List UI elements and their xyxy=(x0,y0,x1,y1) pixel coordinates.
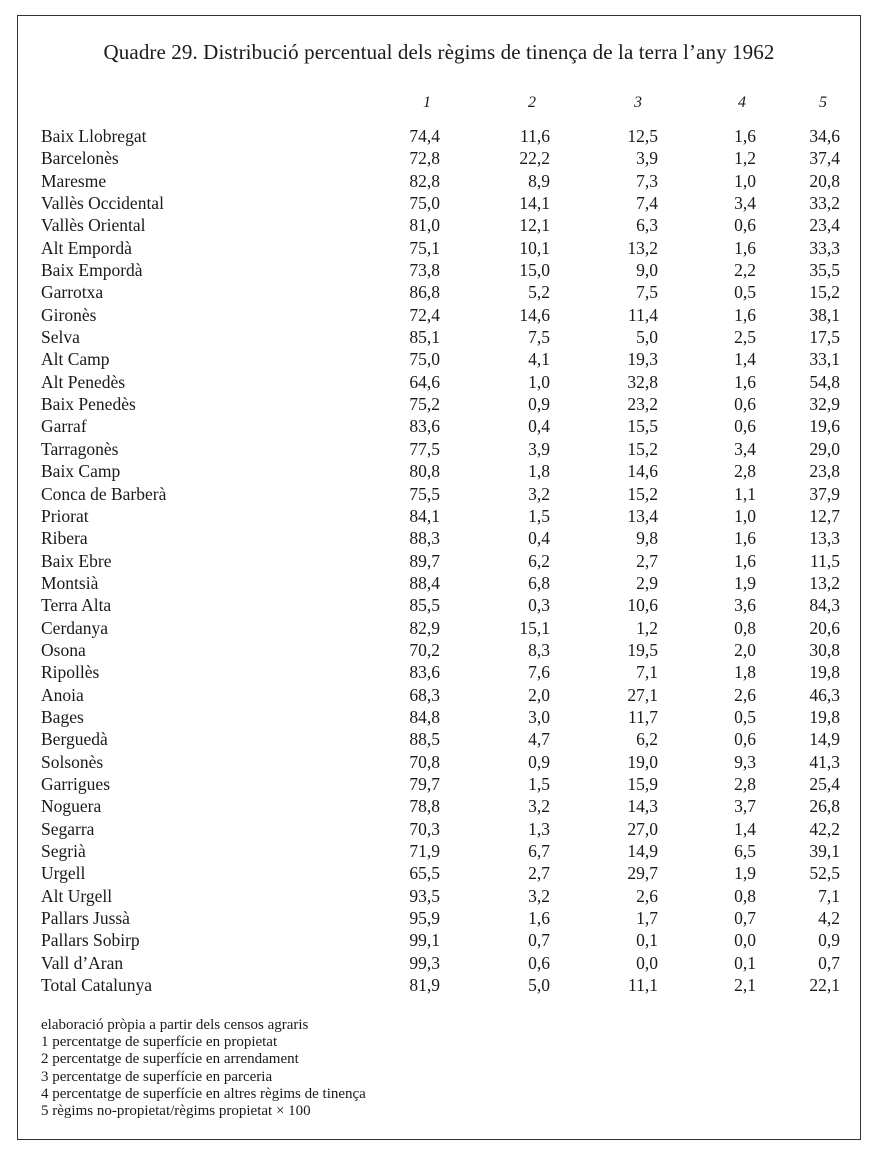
table-row xyxy=(18,929,860,951)
region-name: Selva xyxy=(41,327,80,348)
cell-c2: 0,7 xyxy=(528,930,550,951)
cell-c4: 0,5 xyxy=(734,282,756,303)
cell-c1: 72,8 xyxy=(409,148,440,169)
cell-c3: 19,5 xyxy=(627,639,658,660)
region-name: Barcelonès xyxy=(41,148,119,169)
cell-c5: 52,5 xyxy=(809,863,840,884)
cell-c2: 4,1 xyxy=(528,349,550,370)
cell-c5: 4,2 xyxy=(818,908,840,929)
cell-c1: 71,9 xyxy=(409,841,440,861)
cell-c1: 84,1 xyxy=(409,505,440,526)
table-row xyxy=(18,773,860,795)
cell-c1: 81,0 xyxy=(409,215,440,236)
cell-c5: 13,3 xyxy=(809,528,840,549)
cell-c3: 19,0 xyxy=(627,751,658,772)
cell-c1: 88,5 xyxy=(409,729,440,750)
cell-c1: 81,9 xyxy=(409,975,440,996)
table-row xyxy=(18,237,860,259)
table-row xyxy=(18,818,860,840)
cell-c4: 0,1 xyxy=(734,952,756,973)
cell-c3: 32,8 xyxy=(627,371,658,392)
cell-c4: 1,0 xyxy=(734,505,756,526)
cell-c3: 19,3 xyxy=(627,349,658,370)
cell-c3: 14,9 xyxy=(627,841,658,861)
cell-c2: 22,2 xyxy=(519,148,550,169)
cell-c3: 3,9 xyxy=(636,148,658,169)
cell-c1: 85,1 xyxy=(409,327,440,348)
cell-c4: 1,6 xyxy=(734,237,756,258)
region-name: Priorat xyxy=(41,505,89,526)
cell-c3: 9,0 xyxy=(636,260,658,281)
cell-c4: 0,7 xyxy=(734,908,756,929)
cell-c5: 0,9 xyxy=(818,930,840,951)
cell-c4: 0,5 xyxy=(734,706,756,727)
cell-c4: 3,7 xyxy=(734,796,756,817)
cell-c3: 11,7 xyxy=(628,706,658,727)
cell-c3: 14,6 xyxy=(627,461,658,482)
cell-c2: 11,6 xyxy=(520,126,550,146)
cell-c3: 15,5 xyxy=(627,416,658,437)
cell-c1: 75,0 xyxy=(409,349,440,370)
cell-c4: 3,4 xyxy=(734,438,756,459)
cell-c5: 23,4 xyxy=(809,215,840,236)
cell-c1: 70,2 xyxy=(409,639,440,660)
cell-c5: 29,0 xyxy=(809,438,840,459)
table-frame xyxy=(17,15,861,1140)
table-row xyxy=(18,840,860,862)
cell-c5: 30,8 xyxy=(809,639,840,660)
cell-c1: 70,8 xyxy=(409,751,440,772)
cell-c2: 3,0 xyxy=(528,706,550,727)
cell-c3: 7,1 xyxy=(636,662,658,683)
cell-c2: 6,7 xyxy=(528,841,550,861)
cell-c1: 74,4 xyxy=(409,126,440,146)
cell-c4: 0,6 xyxy=(734,729,756,750)
table-row xyxy=(18,371,860,393)
cell-c1: 99,3 xyxy=(409,952,440,973)
cell-c1: 64,6 xyxy=(409,371,440,392)
region-name: Alt Camp xyxy=(41,349,110,370)
cell-c2: 1,8 xyxy=(528,461,550,482)
cell-c2: 3,2 xyxy=(528,483,550,504)
cell-c3: 15,2 xyxy=(627,438,658,459)
region-name: Garraf xyxy=(41,416,87,437)
cell-c5: 33,2 xyxy=(809,193,840,214)
column-number-3: 3 xyxy=(634,94,642,111)
region-name: Anoia xyxy=(41,684,84,705)
cell-c4: 1,2 xyxy=(734,148,756,169)
cell-c2: 0,9 xyxy=(528,394,550,415)
cell-c1: 89,7 xyxy=(409,550,440,571)
cell-c3: 11,1 xyxy=(628,975,658,996)
region-name: Gironès xyxy=(41,304,97,325)
cell-c2: 7,5 xyxy=(528,327,550,348)
cell-c5: 39,1 xyxy=(809,841,840,861)
table-row xyxy=(18,170,860,192)
table-row xyxy=(18,326,860,348)
cell-c4: 6,5 xyxy=(734,841,756,861)
table-title: Quadre 29. Distribució percentual dels règims de tinença de la terra l’any 1962 xyxy=(103,40,775,64)
cell-c2: 3,2 xyxy=(528,885,550,906)
cell-c5: 19,8 xyxy=(809,706,840,727)
cell-c4: 1,4 xyxy=(734,818,756,839)
cell-c2: 0,3 xyxy=(528,595,550,616)
column-number-1: 1 xyxy=(423,94,431,111)
cell-c3: 27,0 xyxy=(627,818,658,839)
cell-c4: 0,6 xyxy=(734,394,756,415)
region-name: Segarra xyxy=(41,818,95,839)
cell-c4: 2,5 xyxy=(734,327,756,348)
cell-c1: 82,8 xyxy=(409,170,440,191)
cell-c5: 15,2 xyxy=(809,282,840,303)
cell-c2: 1,3 xyxy=(528,818,550,839)
cell-c1: 75,1 xyxy=(409,237,440,258)
cell-c3: 1,7 xyxy=(636,908,658,929)
cell-c3: 7,5 xyxy=(636,282,658,303)
region-name: Total Catalunya xyxy=(41,975,153,996)
region-name: Vallès Oriental xyxy=(41,215,146,236)
region-name: Baix Llobregat xyxy=(41,126,147,146)
region-name: Baix Empordà xyxy=(41,260,143,281)
cell-c5: 46,3 xyxy=(809,684,840,705)
table-row xyxy=(18,661,860,683)
cell-c4: 2,1 xyxy=(734,975,756,996)
cell-c3: 15,2 xyxy=(627,483,658,504)
table-row xyxy=(18,125,860,147)
region-name: Solsonès xyxy=(41,751,104,772)
region-name: Ribera xyxy=(41,528,88,549)
table-row xyxy=(18,974,860,996)
region-name: Segrià xyxy=(41,841,86,861)
table-row xyxy=(18,460,860,482)
cell-c5: 12,7 xyxy=(809,505,840,526)
region-name: Maresme xyxy=(41,170,107,191)
cell-c5: 37,4 xyxy=(809,148,840,169)
region-name: Vallès Occidental xyxy=(41,193,164,214)
region-name: Osona xyxy=(41,639,86,660)
cell-c4: 2,2 xyxy=(734,260,756,281)
cell-c3: 2,6 xyxy=(636,885,658,906)
note-line: 4 percentatge de superfície en altres règims de tinença xyxy=(41,1085,366,1102)
cell-c1: 79,7 xyxy=(409,773,440,794)
cell-c2: 0,4 xyxy=(528,416,550,437)
cell-c3: 15,9 xyxy=(627,773,658,794)
note-line: 5 règims no-propietat/règims propietat × 100 xyxy=(41,1103,311,1120)
table-row xyxy=(18,304,860,326)
cell-c2: 3,9 xyxy=(528,438,550,459)
cell-c2: 10,1 xyxy=(519,237,550,258)
cell-c5: 33,3 xyxy=(809,237,840,258)
cell-c5: 33,1 xyxy=(809,349,840,370)
table-row xyxy=(18,728,860,750)
cell-c2: 2,0 xyxy=(528,684,550,705)
cell-c5: 41,3 xyxy=(809,751,840,772)
region-name: Baix Camp xyxy=(41,461,121,482)
cell-c5: 20,6 xyxy=(809,617,840,638)
region-name: Bages xyxy=(41,706,84,727)
cell-c2: 1,5 xyxy=(528,505,550,526)
cell-c4: 1,6 xyxy=(734,550,756,571)
cell-c3: 11,4 xyxy=(628,304,658,325)
cell-c1: 88,3 xyxy=(409,528,440,549)
table-row xyxy=(18,214,860,236)
cell-c1: 80,8 xyxy=(409,461,440,482)
cell-c3: 6,3 xyxy=(636,215,658,236)
cell-c2: 1,5 xyxy=(528,773,550,794)
cell-c5: 26,8 xyxy=(809,796,840,817)
cell-c4: 3,4 xyxy=(734,193,756,214)
table-row xyxy=(18,415,860,437)
cell-c2: 14,1 xyxy=(519,193,550,214)
table-row xyxy=(18,617,860,639)
cell-c4: 1,9 xyxy=(734,863,756,884)
cell-c4: 1,9 xyxy=(734,572,756,593)
cell-c1: 68,3 xyxy=(409,684,440,705)
cell-c2: 6,2 xyxy=(528,550,550,571)
cell-c1: 73,8 xyxy=(409,260,440,281)
table-row xyxy=(18,952,860,974)
cell-c1: 70,3 xyxy=(409,818,440,839)
cell-c1: 75,5 xyxy=(409,483,440,504)
cell-c2: 4,7 xyxy=(528,729,550,750)
table-row xyxy=(18,594,860,616)
cell-c4: 1,6 xyxy=(734,371,756,392)
table-row xyxy=(18,572,860,594)
table-row xyxy=(18,550,860,572)
cell-c5: 38,1 xyxy=(809,304,840,325)
cell-c4: 2,0 xyxy=(734,639,756,660)
cell-c4: 3,6 xyxy=(734,595,756,616)
region-name: Conca de Barberà xyxy=(41,483,167,504)
cell-c3: 5,0 xyxy=(636,327,658,348)
region-name: Baix Ebre xyxy=(41,550,112,571)
table-row xyxy=(18,259,860,281)
cell-c5: 19,6 xyxy=(809,416,840,437)
cell-c3: 23,2 xyxy=(627,394,658,415)
cell-c4: 2,6 xyxy=(734,684,756,705)
column-number-header xyxy=(18,94,860,116)
cell-c3: 7,4 xyxy=(636,193,658,214)
cell-c5: 22,1 xyxy=(809,975,840,996)
cell-c2: 14,6 xyxy=(519,304,550,325)
table-row xyxy=(18,795,860,817)
region-name: Alt Penedès xyxy=(41,371,126,392)
cell-c2: 0,9 xyxy=(528,751,550,772)
cell-c4: 0,8 xyxy=(734,885,756,906)
cell-c1: 83,6 xyxy=(409,662,440,683)
cell-c2: 1,0 xyxy=(528,371,550,392)
cell-c5: 54,8 xyxy=(809,371,840,392)
cell-c2: 3,2 xyxy=(528,796,550,817)
cell-c3: 9,8 xyxy=(636,528,658,549)
cell-c5: 19,8 xyxy=(809,662,840,683)
cell-c1: 65,5 xyxy=(409,863,440,884)
cell-c2: 15,0 xyxy=(519,260,550,281)
cell-c4: 1,6 xyxy=(734,304,756,325)
region-name: Garrotxa xyxy=(41,282,104,303)
table-row xyxy=(18,527,860,549)
table-row xyxy=(18,684,860,706)
cell-c4: 0,0 xyxy=(734,930,756,951)
region-name: Vall d’Aran xyxy=(41,952,124,973)
cell-c1: 84,8 xyxy=(409,706,440,727)
cell-c5: 34,6 xyxy=(809,126,840,146)
cell-c4: 0,6 xyxy=(734,215,756,236)
column-number-2: 2 xyxy=(528,94,536,111)
cell-c1: 72,4 xyxy=(409,304,440,325)
cell-c2: 8,3 xyxy=(528,639,550,660)
cell-c1: 95,9 xyxy=(409,908,440,929)
cell-c4: 2,8 xyxy=(734,773,756,794)
cell-c3: 13,2 xyxy=(627,237,658,258)
note-line: 1 percentatge de superfície en propietat xyxy=(41,1034,278,1051)
region-name: Cerdanya xyxy=(41,617,109,638)
cell-c2: 0,6 xyxy=(528,952,550,973)
cell-c2: 1,6 xyxy=(528,908,550,929)
region-name: Alt Urgell xyxy=(41,885,113,906)
table-row xyxy=(18,147,860,169)
region-name: Garrigues xyxy=(41,773,111,794)
cell-c1: 77,5 xyxy=(409,438,440,459)
note-line: 3 percentatge de superfície en parceria xyxy=(41,1068,273,1085)
region-name: Baix Penedès xyxy=(41,394,136,415)
cell-c4: 1,6 xyxy=(734,126,756,146)
table-row xyxy=(18,438,860,460)
cell-c1: 83,6 xyxy=(409,416,440,437)
region-name: Noguera xyxy=(41,796,102,817)
region-name: Terra Alta xyxy=(41,595,112,616)
cell-c5: 42,2 xyxy=(809,818,840,839)
cell-c1: 75,0 xyxy=(409,193,440,214)
cell-c2: 8,9 xyxy=(528,170,550,191)
cell-c4: 9,3 xyxy=(734,751,756,772)
cell-c1: 75,2 xyxy=(409,394,440,415)
region-name: Montsià xyxy=(41,572,99,593)
region-name: Ripollès xyxy=(41,662,100,683)
cell-c1: 82,9 xyxy=(409,617,440,638)
table-row xyxy=(18,639,860,661)
cell-c3: 14,3 xyxy=(627,796,658,817)
cell-c4: 0,8 xyxy=(734,617,756,638)
cell-c5: 17,5 xyxy=(809,327,840,348)
cell-c5: 35,5 xyxy=(809,260,840,281)
cell-c3: 0,0 xyxy=(636,952,658,973)
cell-c2: 6,8 xyxy=(528,572,550,593)
cell-c3: 12,5 xyxy=(627,126,658,146)
cell-c5: 32,9 xyxy=(809,394,840,415)
cell-c5: 37,9 xyxy=(809,483,840,504)
cell-c2: 5,2 xyxy=(528,282,550,303)
region-name: Berguedà xyxy=(41,729,108,750)
cell-c5: 14,9 xyxy=(809,729,840,750)
table-row xyxy=(18,192,860,214)
table-row xyxy=(18,393,860,415)
table-row xyxy=(18,706,860,728)
cell-c5: 13,2 xyxy=(809,572,840,593)
region-name: Pallars Jussà xyxy=(41,908,130,929)
table-row xyxy=(18,505,860,527)
table-notes xyxy=(41,1017,366,1120)
cell-c4: 2,8 xyxy=(734,461,756,482)
cell-c3: 7,3 xyxy=(636,170,658,191)
cell-c1: 86,8 xyxy=(409,282,440,303)
region-name: Urgell xyxy=(41,863,86,884)
cell-c5: 0,7 xyxy=(818,952,840,973)
cell-c1: 88,4 xyxy=(409,572,440,593)
column-number-4: 4 xyxy=(738,94,746,111)
cell-c3: 2,7 xyxy=(636,550,658,571)
cell-c4: 0,6 xyxy=(734,416,756,437)
cell-c5: 84,3 xyxy=(809,595,840,616)
data-rows xyxy=(18,125,860,996)
cell-c3: 10,6 xyxy=(627,595,658,616)
column-number-5: 5 xyxy=(819,94,827,111)
cell-c3: 2,9 xyxy=(636,572,658,593)
table-row xyxy=(18,751,860,773)
cell-c3: 29,7 xyxy=(627,863,658,884)
region-name: Pallars Sobirp xyxy=(41,930,140,951)
cell-c5: 7,1 xyxy=(818,885,840,906)
cell-c4: 1,0 xyxy=(734,170,756,191)
cell-c4: 1,8 xyxy=(734,662,756,683)
cell-c2: 12,1 xyxy=(519,215,550,236)
cell-c3: 13,4 xyxy=(627,505,658,526)
table-row xyxy=(18,348,860,370)
note-line: 2 percentatge de superfície en arrendament xyxy=(41,1051,299,1068)
cell-c1: 93,5 xyxy=(409,885,440,906)
cell-c5: 25,4 xyxy=(809,773,840,794)
note-line: elaboració pròpia a partir dels censos agraris xyxy=(41,1017,309,1033)
cell-c3: 6,2 xyxy=(636,729,658,750)
table-row xyxy=(18,483,860,505)
cell-c4: 1,4 xyxy=(734,349,756,370)
region-name: Tarragonès xyxy=(41,438,119,459)
cell-c3: 27,1 xyxy=(627,684,658,705)
cell-c2: 15,1 xyxy=(519,617,550,638)
cell-c4: 1,6 xyxy=(734,528,756,549)
cell-c2: 2,7 xyxy=(528,863,550,884)
cell-c2: 0,4 xyxy=(528,528,550,549)
table-row xyxy=(18,862,860,884)
cell-c1: 78,8 xyxy=(409,796,440,817)
table-row xyxy=(18,907,860,929)
cell-c5: 11,5 xyxy=(810,550,840,571)
cell-c5: 23,8 xyxy=(809,461,840,482)
region-name: Alt Empordà xyxy=(41,237,132,258)
cell-c1: 99,1 xyxy=(409,930,440,951)
cell-c3: 0,1 xyxy=(636,930,658,951)
cell-c2: 5,0 xyxy=(528,975,550,996)
cell-c4: 1,1 xyxy=(734,483,756,504)
table-row xyxy=(18,281,860,303)
cell-c5: 20,8 xyxy=(809,170,840,191)
cell-c2: 7,6 xyxy=(528,662,550,683)
cell-c1: 85,5 xyxy=(409,595,440,616)
cell-c3: 1,2 xyxy=(636,617,658,638)
table-row xyxy=(18,885,860,907)
